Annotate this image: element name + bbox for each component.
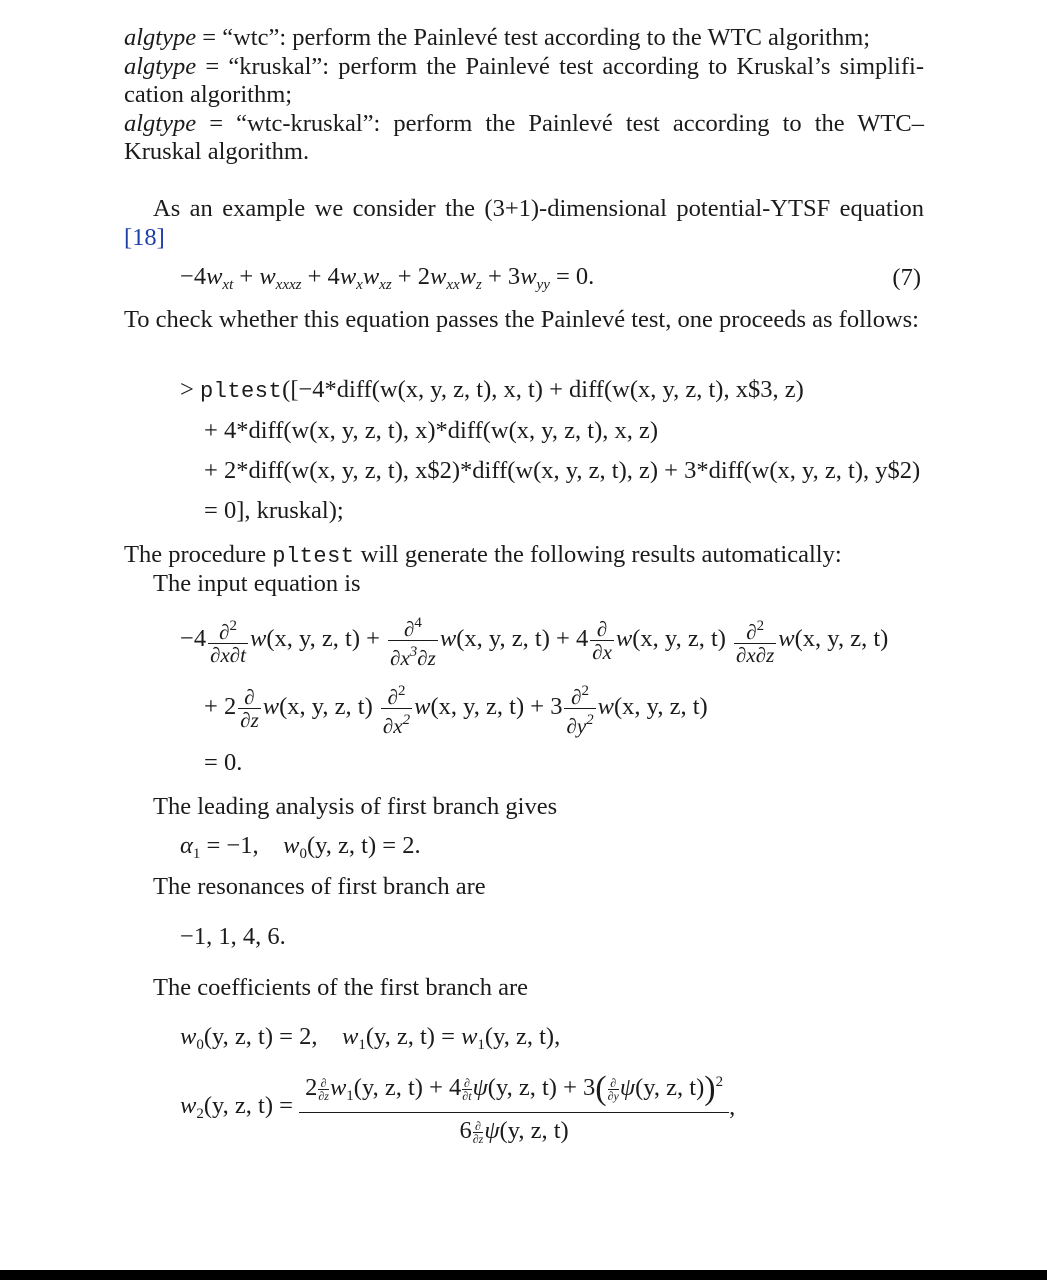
- input-equation-label: The input equation is: [153, 570, 361, 597]
- algtype-list: [124, 24, 924, 167]
- citation-link[interactable]: [18]: [124, 223, 165, 251]
- coefficients-w0-w1: $w_0(y$, z, t) = 2, $w_1(y$, z, $t) = w_1(y$, z, t),: [180, 1023, 561, 1053]
- intro-paragraph: As an example we consider the (3+1)-dimensional potential-YTSF equation [18]: [124, 195, 924, 251]
- code-line-3: + 2*diff(w(x, y, z, t), x$2)*diff(w(x, y, z, t), z) + 3*diff(w(x, y, z, t), y$2): [204, 457, 921, 484]
- input-equation-line-1: −4 $\frac{\partial^2}{\partial x\partial t}$ w(x, y, z, t) + $\frac{\partial^4}{\partial x^3\partial z}$ w(x, y, z, t) + 4 $\frac{\partial}{\partial x}$ w(x, y, z, t) $\frac{\partial^2}{\partial x\partial z}$ w(x, y, z, t): [180, 615, 889, 670]
- resonance-label: The resonances of first branch are: [153, 873, 486, 900]
- algtype-wtc-kruskal: algtype = “wtc-kruskal”: perform the Painlevé test according to the WTC–Kruskal algorithm.: [124, 109, 924, 166]
- equation-7: $-4w_{xt} + w_{xxxz} + 4w_xw_{xz} + 2w_{xx}w_z + 3w_{yy} = 0$.: [180, 263, 595, 293]
- check-paragraph: To check whether this equation passes the Painlevé test, one proceeds as follows:: [124, 306, 919, 333]
- leading-analysis-label: The leading analysis of first branch gives: [153, 793, 558, 820]
- coefficients-label: The coefficients of the first branch are: [153, 974, 529, 1001]
- code-line-1: > pltest([−4*diff(w(x, y, z, t), x, t) + diff(w(x, y, z, t), x$3, z): [180, 376, 804, 404]
- input-equation-line-2: + 2 $\frac{\partial}{\partial z}$ w(x, y, z, t) $\frac{\partial^2}{\partial x^2}$ w(x, y, z, t) + 3 $\frac{\partial^2}{\partial y^2}$ w(x, y, z, t): [204, 683, 708, 738]
- equation-number: (7): [892, 264, 921, 291]
- algtype-kruskal: algtype = “kruskal”: perform the Painlevé test according to Kruskal’s simplifi-cation algorithm;: [124, 52, 924, 109]
- code-line-2: + 4*diff(w(x, y, z, t), x)*diff(w(x, y, z, t), x, z): [204, 417, 659, 444]
- algtype-wtc: algtype = “wtc”: perform the Painlevé test according to the WTC algorithm;: [124, 24, 871, 51]
- procedure-paragraph: The procedure pltest will generate the following results automatically:: [124, 541, 842, 569]
- code-line-4: = 0], kruskal);: [204, 497, 344, 524]
- coefficient-w2: $w_2(y$, z, t) = 2 $\frac{\partial}{\partial z}$ $w_1(y$, z, t) + 4 $\frac{\partial}{\partial t}$ ψ(y, z, t) + 3( $\frac{\partial}{\partial y}$ ψ(y, z, t))$^2$ 6 $\frac{\partial}{\partial z}$ ψ(y, z, t) ,: [180, 1070, 736, 1146]
- leading-analysis-result: $\alpha_1 = -1$, $w_0(y$, z, t) = 2.: [180, 832, 421, 862]
- resonance-values: −1, 1, 4, 6.: [180, 923, 286, 950]
- input-equation-line-3: = 0.: [204, 749, 243, 776]
- page-bottom-edge: [0, 1270, 1047, 1280]
